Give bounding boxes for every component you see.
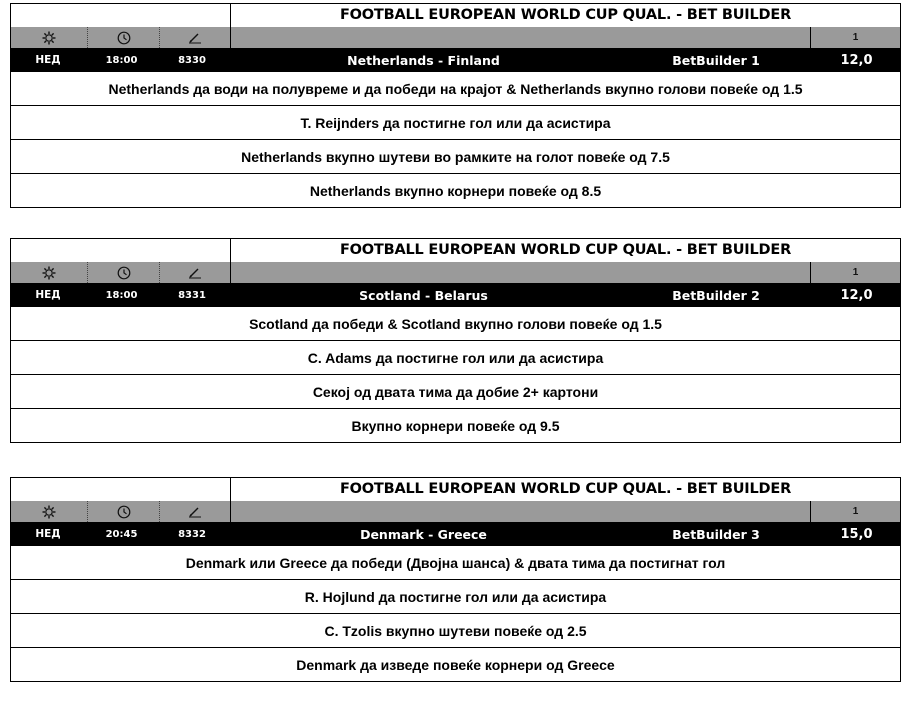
selection-row: Netherlands вкупно шутеви во рамките на голот повеќе од 7.5 (10, 140, 901, 174)
selection-list (10, 546, 901, 682)
clock-icon (88, 262, 160, 283)
match-odd[interactable]: 15,0 (840, 526, 873, 542)
match-time: 20:45 (105, 528, 138, 540)
gear-icon (11, 27, 88, 48)
match-time: 18:00 (105, 289, 138, 301)
selection-row: Netherlands да води на полувреме и да победи на крајот & Netherlands вкупно голови повеќе од 1.5 (10, 72, 901, 106)
clock-icon (88, 27, 160, 48)
match-teams: Scotland - Belarus (359, 287, 488, 303)
match-code: 8330 (178, 54, 206, 66)
icon-header-row (10, 27, 901, 48)
block-title: FOOTBALL EUROPEAN WORLD CUP QUAL. - BET BUILDER (339, 7, 792, 23)
match-code: 8332 (178, 528, 206, 540)
match-time: 18:00 (105, 54, 138, 66)
pencil-icon (160, 262, 231, 283)
match-code: 8331 (178, 289, 206, 301)
selection-row: Netherlands вкупно корнери повеќе од 8.5 (10, 174, 901, 208)
selection-row: Вкупно корнери повеќе од 9.5 (10, 409, 901, 443)
block-title: FOOTBALL EUROPEAN WORLD CUP QUAL. - BET BUILDER (339, 242, 792, 258)
match-day: НЕД (35, 289, 61, 301)
icon-header-row (10, 262, 901, 283)
gear-icon (11, 501, 88, 522)
betbuilder-label: BetBuilder 3 (672, 526, 760, 542)
bet-block (10, 3, 901, 208)
title-row (10, 238, 901, 262)
match-odd[interactable]: 12,0 (840, 287, 873, 303)
match-day: НЕД (35, 528, 61, 540)
pencil-icon (160, 27, 231, 48)
bet-block (10, 477, 901, 682)
gear-icon (11, 262, 88, 283)
selection-row: Scotland да победи & Scotland вкупно голови повеќе од 1.5 (10, 307, 901, 341)
selection-list (10, 72, 901, 208)
pencil-icon (160, 501, 231, 522)
odd-column-header: 1 (852, 506, 859, 517)
clock-icon (88, 501, 160, 522)
selection-row: C. Adams да постигне гол или да асистира (10, 341, 901, 375)
selection-row: C. Tzolis вкупно шутеви повеќе од 2.5 (10, 614, 901, 648)
odd-column-header: 1 (852, 267, 859, 278)
betbuilder-label: BetBuilder 1 (672, 52, 760, 68)
selection-row: Секој од двата тима да добие 2+ картони (10, 375, 901, 409)
match-row[interactable] (10, 283, 901, 307)
icon-header-row (10, 501, 901, 522)
match-row[interactable] (10, 522, 901, 546)
match-odd[interactable]: 12,0 (840, 52, 873, 68)
title-row (10, 477, 901, 501)
bet-block (10, 238, 901, 443)
match-teams: Denmark - Greece (360, 526, 487, 542)
selection-row: Denmark да изведе повеќе корнери од Greece (10, 648, 901, 682)
block-title: FOOTBALL EUROPEAN WORLD CUP QUAL. - BET BUILDER (339, 481, 792, 497)
match-row[interactable] (10, 48, 901, 72)
odd-column-header: 1 (852, 32, 859, 43)
title-row (10, 3, 901, 27)
match-day: НЕД (35, 54, 61, 66)
selection-list (10, 307, 901, 443)
match-teams: Netherlands - Finland (347, 52, 500, 68)
selection-row: R. Hojlund да постигне гол или да асистира (10, 580, 901, 614)
betbuilder-label: BetBuilder 2 (672, 287, 760, 303)
selection-row: Denmark или Greece да победи (Двојна шанса) & двата тима да постигнат гол (10, 546, 901, 580)
selection-row: T. Reijnders да постигне гол или да асистира (10, 106, 901, 140)
